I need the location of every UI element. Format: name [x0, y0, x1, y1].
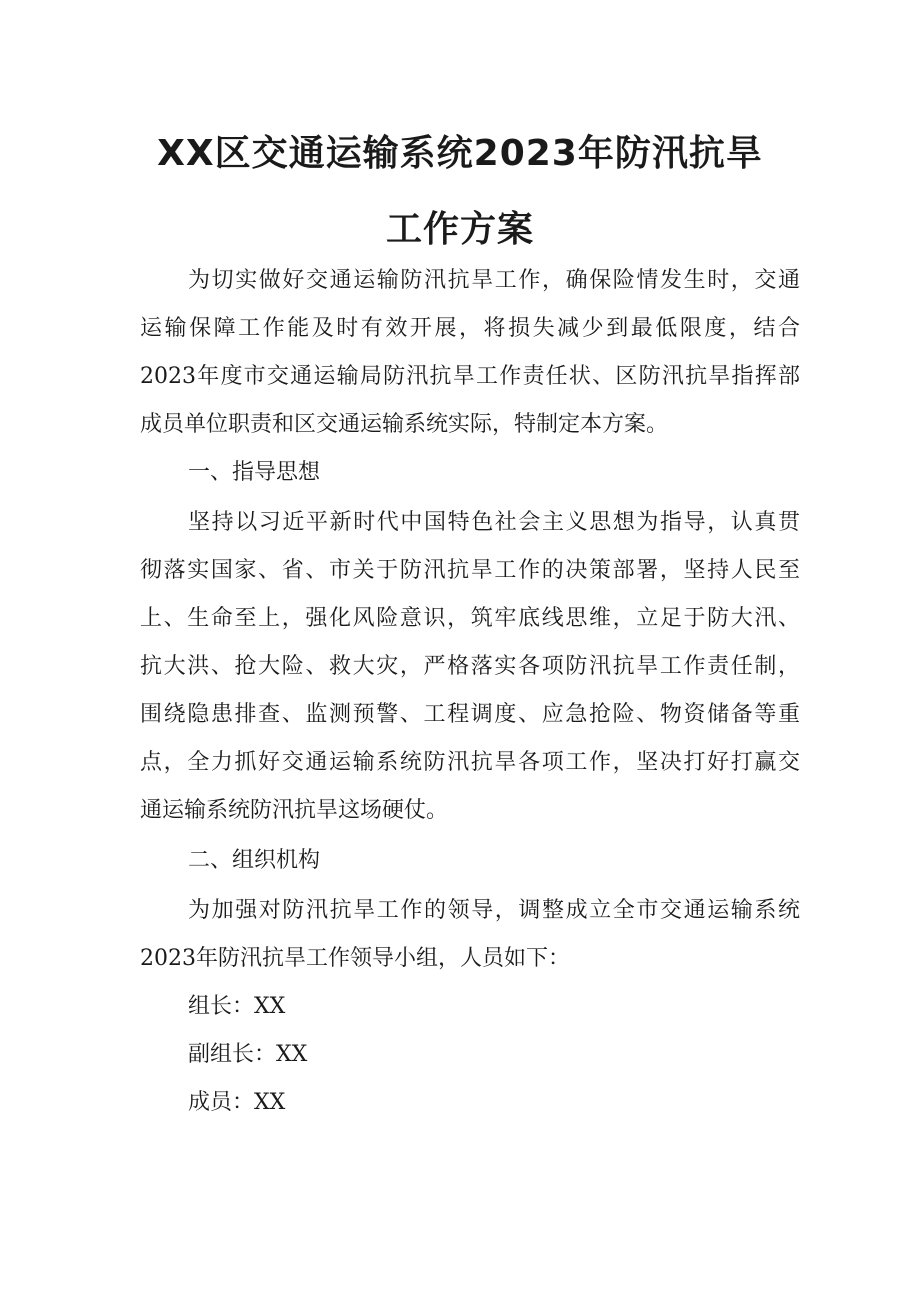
- intro-line: 为切实做好交通运输防汛抗旱工作，确保险情发生时，交通: [188, 268, 800, 293]
- section-2-line: 为加强对防汛抗旱工作的领导，调整成立全市交通运输系统: [188, 898, 800, 923]
- section-1-line: 彻落实国家、省、市关于防汛抗旱工作的决策部署，坚持人民至: [140, 558, 800, 583]
- section-1-heading: 一、指导思想: [188, 460, 321, 485]
- document-title-line-2: 工作方案: [385, 209, 534, 250]
- member-members: 成员：XX: [188, 1090, 286, 1115]
- intro-line: 运输保障工作能及时有效开展，将损失减少到最低限度，结合: [140, 316, 800, 341]
- intro-line: 成员单位职责和区交通运输系统实际，特制定本方案。: [140, 412, 669, 437]
- member-leader: 组长：XX: [188, 994, 286, 1019]
- intro-line: 2023年度市交通运输局防汛抗旱工作责任状、区防汛抗旱指挥部: [140, 364, 800, 389]
- section-1-line: 点，全力抓好交通运输系统防汛抗旱各项工作，坚决打好打赢交: [140, 750, 800, 775]
- document-title-line-1: XX区交通运输系统2023年防汛抗旱: [157, 133, 763, 174]
- section-1-line: 抗大洪、抢大险、救大灾，严格落实各项防汛抗旱工作责任制，: [140, 654, 800, 679]
- member-deputy-leader: 副组长：XX: [188, 1042, 308, 1067]
- section-1-line: 坚持以习近平新时代中国特色社会主义思想为指导，认真贯: [188, 510, 800, 535]
- section-2-line: 2023年防汛抗旱工作领导小组，人员如下：: [140, 946, 570, 971]
- section-2-heading: 二、组织机构: [188, 848, 321, 873]
- section-1-line: 围绕隐患排查、监测预警、工程调度、应急抢险、物资储备等重: [140, 702, 800, 727]
- section-1-line: 上、生命至上，强化风险意识，筑牢底线思维，立足于防大汛、: [140, 606, 800, 631]
- section-1-line: 通运输系统防汛抗旱这场硬仗。: [140, 798, 449, 823]
